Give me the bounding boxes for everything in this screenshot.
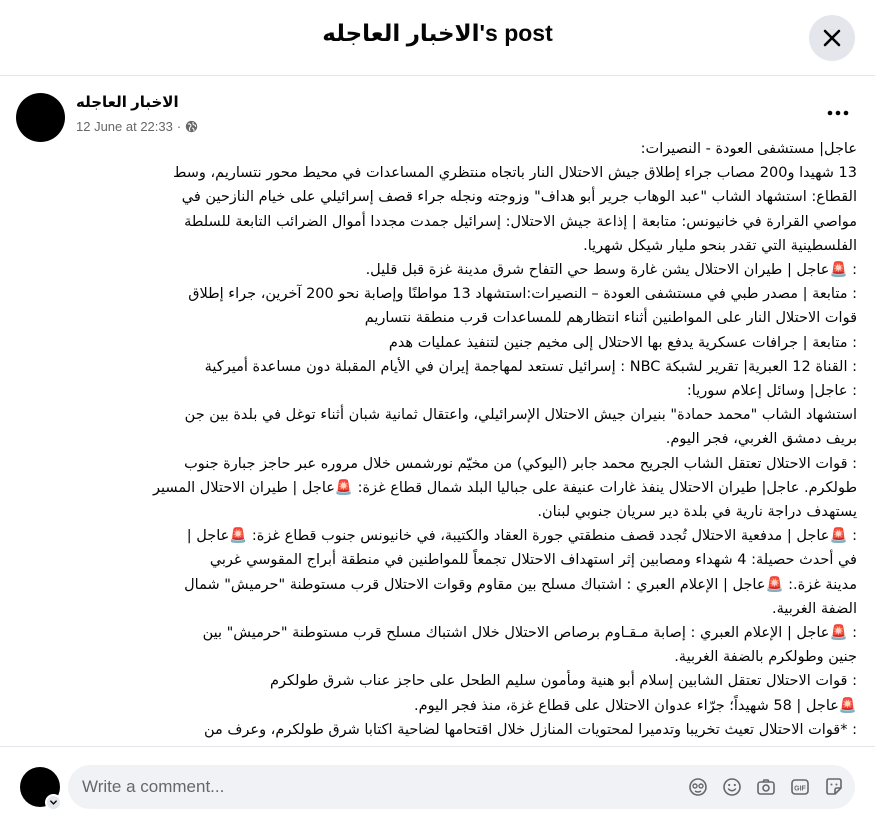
author-avatar[interactable] (16, 93, 65, 142)
sticker-button[interactable] (823, 775, 845, 799)
sticker-icon (824, 777, 844, 797)
avatar-sticker-button[interactable] (687, 775, 709, 799)
post-text-line: قوات الاحتلال النار على المواطنين أثناء انتظارهم للمساعدات قرب منطقة نتساريم (364, 310, 857, 327)
camera-button[interactable] (755, 775, 777, 799)
post-text-line: الفلسطينية التي تقدر بنحو مليار شيكل شهريا. (583, 237, 857, 254)
emoji-button[interactable] (721, 775, 743, 799)
post-text-line: : متابعة | مصدر طبي في مستشفى العودة – النصيرات:استشهاد 13 مواطنًا وإصابة نحو 200 آخرين، جراء إطلاق (188, 286, 857, 303)
dialog-title: الاخبار العاجله's post (322, 20, 553, 46)
comment-input[interactable] (82, 765, 662, 809)
close-button[interactable] (809, 15, 855, 61)
post-text-line: : *قوات الاحتلال تعيث تخريبا وتدميرا لمحتويات المنازل خلال اقتحامها لضاحية اكتابا شرق طولكرم، وعرف من (203, 721, 857, 738)
post-text-line: طولكرم. عاجل| طيران الاحتلال ينفذ غارات عنيفة على جباليا البلد شمال قطاع غزة: 🚨عاجل | طيران الاحتلال المسير (153, 479, 857, 496)
post-text-line: الضفة الغربية. (772, 600, 857, 617)
gif-button[interactable] (789, 775, 811, 799)
avatar-sticker-icon (688, 777, 708, 797)
post-text-line: القطاع: استشهاد الشاب "عبد الوهاب جرير أبو هداف" وزوجته ونجله جراء قصف إسرائيلي على خيام النازحين في (181, 189, 857, 206)
post-text-line: : 🚨عاجل | مدفعية الاحتلال تُجدد قصف منطقتي جورة العقاد والكتيبة، في خانيونس جنوب قطاع غزة: 🚨عاجل | (186, 528, 857, 545)
post-text-line: : عاجل| وسائل إعلام سوريا: (686, 383, 857, 400)
post-more-button[interactable] (823, 98, 853, 128)
post-text-line: : متابعة | جرافات عسكرية يدفع بها الاحتلال إلى مخيم جنين لتنفيذ عمليات هدم (388, 334, 857, 351)
post-text-line: بريف دمشق الغربي، فجر اليوم. (665, 431, 857, 448)
emoji-icon (722, 777, 742, 797)
post-text-line: استشهاد الشاب "محمد حمادة" بنيران جيش الاحتلال الإسرائيلي، واعتقال ثمانية شبان أثناء توغل في بلدة بين جن (184, 407, 857, 424)
author-name[interactable]: الاخبار العاجله (76, 94, 179, 111)
post-text-line: عاجل| مستشفى العودة - النصيرات: (640, 141, 857, 157)
post-text (14, 137, 857, 746)
comment-box (68, 765, 855, 809)
post-text-line: : قوات الاحتلال تعتقل الشابين إسلام أبو هنية ومأمون سليم الطحل على حاجز عناب شرق طولكرم (269, 673, 857, 690)
camera-icon (756, 777, 776, 797)
globe-icon[interactable] (185, 120, 198, 133)
post-meta (76, 119, 198, 134)
post-text-line: : 🚨عاجل | الإعلام العبري : إصابة مـقـاوم برصاص الاحتلال خلال اشتباك مسلح قرب مستوطنة "حرميش" بين (202, 625, 857, 642)
comment-composer (0, 746, 875, 832)
chevron-down-icon (49, 798, 58, 807)
post-text-line: مدينة غزة.: 🚨عاجل | الإعلام العبري : اشتباك مسلح بين مقاوم وقوات الاحتلال قرب مستوطنة "حرميش" شمال (184, 576, 857, 593)
post-text-line: : 🚨عاجل | طيران الاحتلال يشن غارة وسط حي التفاح شرق مدينة غزة قبل قليل. (365, 262, 857, 279)
gif-icon (790, 777, 810, 797)
post-text-line: في أحدث حصيلة: 4 شهداء ومصابين إثر استهداف الاحتلال تجمعاً للمواطنين في منطقة أبراج المقوسي غربي (209, 552, 857, 569)
post-text-line: 🚨عاجل | 58 شهيداً؛ جرّاء عدوان الاحتلال على قطاع غزة، منذ فجر اليوم. (413, 697, 857, 714)
post-text-line: : قوات الاحتلال تعتقل الشاب الجريح محمد جابر (اليوكي) من مخيّم نورشمس خلال مروره عبر حاجز جبارة جنوب (184, 455, 857, 472)
close-icon (822, 28, 842, 48)
dialog-header (0, 0, 875, 76)
more-dots-icon (827, 110, 849, 116)
account-switcher[interactable] (45, 794, 62, 811)
post-header (0, 76, 875, 144)
post-text-line: مواصي القرارة في خانيونس: متابعة | إذاعة جيش الاحتلال: إسرائيل جمدت مجددا أموال الضرائب التابعة للسلطة (184, 213, 857, 230)
post-text-line: 13 شهيدا و200 مصاب جراء إطلاق جيش الاحتلال النار باتجاه منتظري المساعدات في محيط محور نتساريم، وسط (172, 165, 857, 182)
post-text-line: يستهدف دراجة نارية في بلدة دير سريان جنوبي لبنان. (537, 504, 857, 521)
post-timestamp[interactable]: 12 June at 22:33 (76, 119, 173, 134)
post-text-line: : القناة 12 العبرية| تقرير لشبكة NBC : إسرائيل تستعد لمهاجمة إيران في الأيام المقبلة دون مساعدة أميركية (204, 358, 857, 375)
svg-text:GIF: GIF (794, 785, 806, 793)
post-text-line: جنين وطولكرم بالضفة الغربية. (674, 649, 857, 666)
meta-separator: · (176, 119, 182, 134)
composer-tools (687, 775, 845, 799)
